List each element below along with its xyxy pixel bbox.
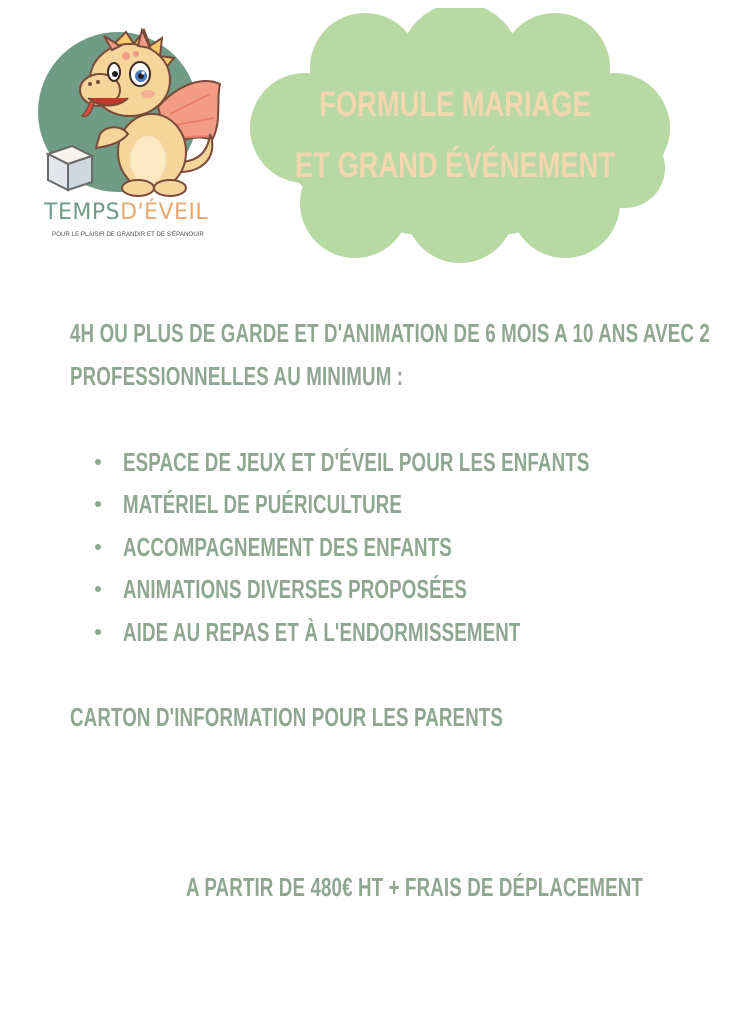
bullet-icon	[95, 629, 101, 635]
page-title	[291, 74, 619, 196]
dragon-icon	[30, 22, 240, 202]
bullet-icon	[95, 501, 101, 507]
bullet-icon	[95, 459, 101, 465]
list-item-label: ANIMATIONS DIVERSES PROPOSÉES	[123, 574, 467, 605]
logo-name-part2: D'ÉVEIL	[120, 200, 209, 225]
carton-text: CARTON D'INFORMATION POUR LES PARENTS	[70, 702, 504, 732]
intro-text	[70, 312, 710, 398]
list-item-label: ACCOMPAGNEMENT DES ENFANTS	[123, 531, 452, 562]
logo-name-part1: TEMPS	[44, 200, 121, 225]
logo	[30, 22, 240, 252]
title-cloud	[245, 8, 675, 268]
list-item-label: MATÉRIEL DE PUÉRICULTURE	[123, 489, 403, 520]
bullet-icon	[95, 586, 101, 592]
page-title-line1: FORMULE MARIAGE	[319, 85, 591, 124]
bullet-icon	[95, 544, 101, 550]
list-item-label: AIDE AU REPAS ET À L'ENDORMISSEMENT	[123, 616, 521, 647]
page-title-line2: ET GRAND ÉVÉNEMENT	[294, 146, 616, 185]
price-text: A PARTIR DE 480€ HT + FRAIS DE DÉPLACEMENT	[186, 872, 643, 902]
logo-tagline: POUR LE PLAISIR DE GRANDIR ET DE S'ÉPANOUIR	[52, 231, 204, 238]
logo-name	[44, 200, 234, 225]
intro-line1: 4H OU PLUS DE GARDE ET D'ANIMATION DE 6 MOIS A 10 ANS AVEC 2	[70, 318, 710, 348]
intro-line2: PROFESSIONNELLES AU MINIMUM :	[70, 361, 404, 391]
list-item-label: ESPACE DE JEUX ET D'ÉVEIL POUR LES ENFANTS	[123, 447, 590, 477]
